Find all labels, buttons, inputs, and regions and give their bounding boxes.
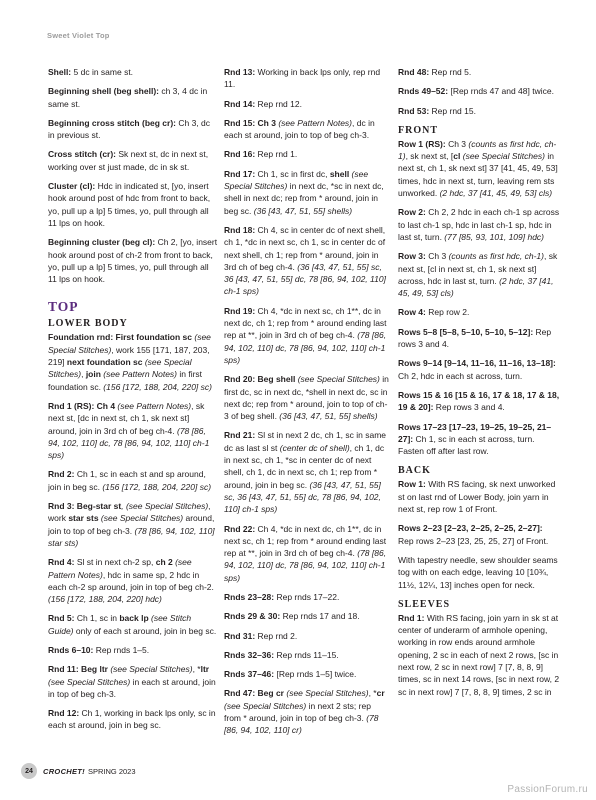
rnd-1: Rnd 1 (RS): Ch 4 (see Pattern Notes), sk next st, [dc in next st, ch 1, sk next st] around, join in 3rd ch of beg ch-4. (78 [86, 94, 102, 110] dc, 78 [86, 94, 102, 110] ch-1 sps) <box>48 400 210 461</box>
magazine-name: CROCHET! <box>43 766 85 776</box>
rnds-23-28: Rnds 23–28: Rep rnds 17–22. <box>224 591 340 602</box>
rnd-13: Rnd 13: Working in back lps only, rep rnd 11. <box>224 67 381 90</box>
front-row-3: Row 3: Ch 3 (counts as first hdc, ch-1), sk next st, [cl in next st, ch 1, sk next st] across, hdc in last st, turn. (2 hdc, 37 [41, 45, 49, 53] cls) <box>398 251 558 299</box>
section-heading-top: TOP <box>48 299 79 315</box>
front-rows-9-14: Rows 9–14 [9–14, 11–16, 11–16, 13–18]: Ch 2, hdc in each st across, turn. <box>398 358 556 381</box>
rnd-22: Rnd 22: Ch 4, *dc in next dc, ch 1**, dc in next sc, ch 1; rep from * around ending last rep at **, join in 3rd ch of beg ch-4. (78 [86, 94, 102, 110] dc, 78 [86, 94, 102, 110] ch-1 sps) <box>224 523 387 583</box>
rnd-20: Rnd 20: Beg shell (see Special Stitches) in first dc, sc in next dc, *shell in next dc, sc in next dc; rep from * around, join to top of ch-3 of beg shell. (36 [43, 47, 51, 55] shells) <box>224 374 389 422</box>
column-left <box>48 66 218 739</box>
back-rows-2-23: Rows 2–23 [2–23, 2–25, 2–25, 2–27]: Rep rows 2–23 [23, 25, 25, 27] of Front. <box>398 523 549 546</box>
rnd-31: Rnd 31: Rep rnd 2. <box>224 630 298 641</box>
front-row-2: Row 2: Ch 2, 2 hdc in each ch-1 sp across to last ch-1 sp, hdc in last ch-1 sp, hdc in last st, turn. (77 [85, 93, 101, 109] hdc) <box>398 207 560 242</box>
back-note: With tapestry needle, sew shoulder seams tog with on each edge, leaving 10 [10¾, 11½, 12¼, 13] inches open for neck. <box>398 554 558 590</box>
stitch-def-beg-shell: Beginning shell (beg shell): ch 3, 4 dc in same st. <box>48 86 208 109</box>
stitch-def-shell: Shell: 5 dc in same st. <box>48 67 134 77</box>
rnd-11: Rnd 11: Beg ltr (see Special Stitches), *ltr (see Special Stitches) in each st around, join in top of beg ch-3. <box>48 664 216 699</box>
rnd-2: Rnd 2: Ch 1, sc in each st and sp around, join in beg sc. (156 [172, 188, 204, 220] sc) <box>48 469 212 492</box>
column-right <box>398 66 560 705</box>
rnd-15: Rnd 15: Ch 3 (see Pattern Notes), dc in each st around, join to top of beg ch-3. <box>224 117 375 141</box>
stitch-def-beg-cr: Beginning cross stitch (beg cr): Ch 3, dc in previous st. <box>48 117 211 141</box>
back-row-1: Row 1: With RS facing, sk next unworked st on last rnd of Lower Body, join yarn in next st, rep row 1 of Front. <box>398 479 556 515</box>
rnds-6-10: Rnds 6–10: Rep rnds 1–5. <box>48 644 150 655</box>
subsection-heading-lower-body: LOWER BODY <box>48 318 128 330</box>
rnd-18: Rnd 18: Ch 4, sc in center dc of next shell, ch 1, *dc in next sc, ch 1, sc in center dc of next shell, ch 1; rep from * around, join in 3rd ch of beg ch-4. (36 [43, 47, 51, 55] sc, 36 [43, 47, 51, 55] dc, 78 [86, 94, 102, 110] ch-1 sps) <box>224 224 386 297</box>
sleeves-rnd-1: Rnd 1: With RS facing, join yarn in sk st at center of underarm of armhole opening, working in row ends around armhole opening, 2 sc in each of next 2 rows, [sc in next row, 2 sc in next row] 7 [7, 8, 8, 9] times, sc in next 14 rows, [sc in next row, 2 sc in next row] 7 [7, 8, 8, 9] times, 2 sc in <box>398 612 560 697</box>
subsection-heading-sleeves: SLEEVES <box>398 598 451 610</box>
foundation-rnd: Foundation rnd: First foundation sc (see Special Stitches), work 155 [171, 187, 203, 219] next foundation sc (see Special Stitches), join (see Pattern Notes) in first foundation sc. (156 [172, 188, 204, 220] sc) <box>48 332 212 392</box>
rnd-48: Rnd 48: Rep rnd 5. <box>398 67 472 77</box>
rnd-19: Rnd 19: Ch 4, *dc in next sc, ch 1**, dc in next dc, ch 1; rep from * around ending last rep at **, join in 3rd ch of beg ch-4. (78 [86, 94, 102, 110] dc, 78 [86, 94, 102, 110] ch-1 sps) <box>224 305 387 365</box>
front-row-4: Row 4: Rep row 2. <box>398 307 470 318</box>
front-rows-5-8: Rows 5–8 [5–8, 5–10, 5–10, 5–12]: Rep rows 3 and 4. <box>398 326 552 350</box>
rnd-3: Rnd 3: Beg-star st, (see Special Stitches), work star sts (see Special Stitches) around, join to top of beg ch-3. (78 [86, 94, 102, 110] star sts) <box>48 501 215 548</box>
rnd-17: Rnd 17: Ch 1, sc in first dc, shell (see Special Stitches) in next dc, *sc in next dc, shell in next dc; rep from * around, join in beg sc. (36 [43, 47, 51, 55] shells) <box>224 168 384 216</box>
stitch-def-beg-cl: Beginning cluster (beg cl): Ch 2, [yo, insert hook around post of ch-2 from front to back, yo, pull up a lp] 5 times, yo, pull through all 11 lps on hook. <box>48 237 218 285</box>
rnds-37-46: Rnds 37–46: [Rep rnds 1–5] twice. <box>224 669 357 680</box>
rnd-5: Rnd 5: Ch 1, sc in back lp (see Stitch Guide) only of each st around, join in beg sc. <box>48 613 217 636</box>
rnds-32-36: Rnds 32–36: Rep rnds 11–15. <box>224 649 339 660</box>
rnds-49-52: Rnds 49–52: [Rep rnds 47 and 48] twice. <box>398 86 554 97</box>
rnds-29-30: Rnds 29 & 30: Rep rnds 17 and 18. <box>224 611 360 622</box>
rnd-21: Rnd 21: Sl st in next 2 dc, ch 1, sc in same dc as last sl st (center dc of shell), ch 1, dc in next sc, ch 1, *sc in center dc of next shell, ch 1, dc in next sc, ch 1; rep from * around, join in beg sc. (36 [43, 47, 51, 55] sc, 36 [43, 47, 51, 55] dc, 78 [86, 94, 102, 110] ch-1 sps) <box>224 430 387 515</box>
rnd-12: Rnd 12: Ch 1, working in back lps only, sc in each st around, join in beg sc. <box>48 708 216 731</box>
stitch-def-cl: Cluster (cl): Hdc in indicated st, [yo, insert hook around post of hdc from front to back, yo, pull up a lp] 5 times, yo, pull through all 11 lps on hook. <box>48 181 211 228</box>
page-footer <box>21 763 136 779</box>
stitch-def-cr: Cross stitch (cr): Sk next st, dc in next st, working over st just made, dc in sk st. <box>48 149 209 172</box>
watermark: PassionForum.ru <box>507 784 588 795</box>
page-number-badge: 24 <box>21 763 37 779</box>
running-head: Sweet Violet Top <box>47 31 110 40</box>
rnd-47: Rnd 47: Beg cr (see Special Stitches), *cr (see Special Stitches) in next 2 sts; rep from * around, join in top of beg ch-3. (78 [86, 94, 102, 110] cr) <box>224 688 385 736</box>
issue-label: SPRING 2023 <box>87 766 136 776</box>
subsection-heading-back: BACK <box>398 465 431 477</box>
front-rows-15-16: Rows 15 & 16 [15 & 16, 17 & 18, 17 & 18, 19 & 20]: Rep rows 3 and 4. <box>398 389 560 413</box>
rnd-53: Rnd 53: Rep rnd 15. <box>398 105 476 116</box>
rnd-14: Rnd 14: Rep rnd 12. <box>224 98 302 109</box>
rnd-4: Rnd 4: Sl st in next ch-2 sp, ch 2 (see Pattern Notes), hdc in same sp, 2 hdc in each ch-2 sp around, join in top of beg ch-2. (156 [172, 188, 204, 220] hdc) <box>48 557 214 605</box>
front-rows-17-23: Rows 17–23 [17–23, 19–25, 19–25, 21–27]: Ch 1, sc in each st across, turn. Fasten off after last row. <box>398 421 552 457</box>
front-row-1: Row 1 (RS): Ch 3 (counts as first hdc, ch-1), sk next st, [cl (see Special Stitches) in next st, ch 1, sk next st] 37 [41, 45, 49, 53] times, hdc in next st, turn, leaving rem sts unworked. (2 hdc, 37 [41, 45, 49, 53] cls) <box>398 138 558 199</box>
rnd-16: Rnd 16: Rep rnd 1. <box>224 149 298 160</box>
column-middle <box>224 66 390 744</box>
subsection-heading-front: FRONT <box>398 124 438 136</box>
